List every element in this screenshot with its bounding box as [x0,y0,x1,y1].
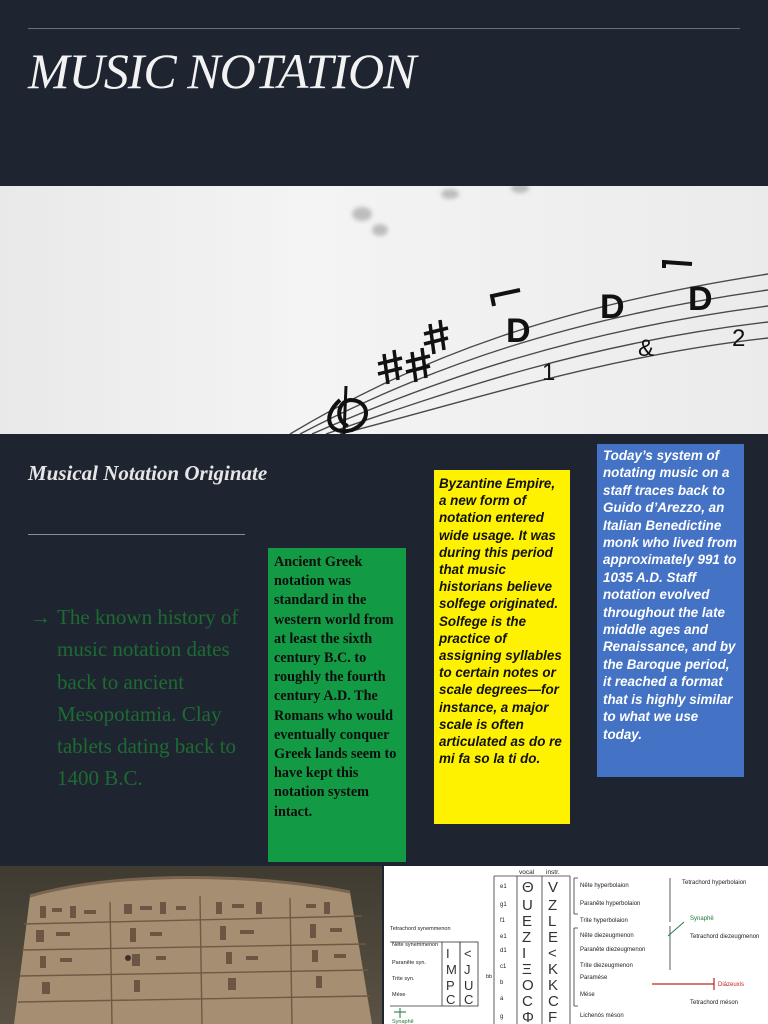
left-label-4: Mése [392,992,406,998]
svg-text:F: F [548,1009,558,1024]
svg-text:E: E [548,929,559,946]
page-title: MUSIC NOTATION [28,43,416,99]
svg-text:Z: Z [548,897,558,914]
bb-tag: bb [486,974,493,980]
clay-tablet-image [0,866,382,1024]
note-d-3: D [688,280,713,318]
right-label-7: Mése [580,992,595,998]
pitch-3: e1 [500,934,507,940]
greek-notation-chart [384,866,768,1024]
right-label-2: Trite hyperbolaion [580,918,628,924]
pitch-0: e1 [500,884,507,890]
pitch-7: a [500,996,504,1002]
pitch-1: g1 [500,902,507,908]
svg-text:Φ: Φ [522,1009,534,1024]
far-right-0: Tetrachord hyperbolaion [682,880,747,886]
pitch-2: f1 [500,918,506,924]
right-label-1: Paranête hyperbolaion [580,901,641,907]
top-divider [28,28,740,29]
guido-notation-box: Today’s system of notating music on a staff traces back to Guido d’Arezzo, an Italian Benedictine monk who lived from approximately 991 to 1035 A.D. Staff notation evolved throughout the late middle ages and Renaissance, and by the Baroque period, it reached a format that is highly similar to what we use today. [597,444,744,777]
col-vocal-label: vocal [519,869,535,876]
left-label-0: Tetrachord synemmenon [390,926,451,932]
svg-text:C: C [548,993,559,1010]
left-label-5: Synaphê [392,1019,414,1024]
greek-symbols [522,879,559,1024]
svg-text:<: < [464,946,472,961]
greek-notation-box: Ancient Greek notation was standard in the western world from at least the sixth century B.C. to roughly the fourth century A.D. The Romans who would eventually conquer Greek lands seem to have kept this notation system intact. [268,548,406,862]
sheet-music-image [0,186,768,434]
svg-text:C: C [464,992,474,1007]
left-label-3: Trite syn. [392,976,415,982]
svg-text:I: I [522,945,527,962]
fingering-1: 1 [542,359,556,386]
svg-text:L: L [548,913,557,930]
byzantine-notation-box: Byzantine Empire, a new form of notation entered wide usage. It was during this period that music historians believe solfege originated. Solfege is the practice of assigning syllables to certain notes or scale degrees—for instance, a major scale is often articulated as do re mi fa so la ti do. [434,470,570,824]
pitch-6: b [500,980,504,986]
note-d-1: D [506,312,531,350]
far-right-3: Diázeuxis [718,982,745,988]
pitch-8: g [500,1014,504,1020]
svg-text:Z: Z [522,929,532,946]
right-label-8: Lichenós méson [580,1013,624,1019]
far-right-4: Tetrachord méson [690,1000,739,1006]
svg-text:K: K [548,961,559,978]
right-label-0: Nête hyperbolaion [580,883,629,889]
svg-text:U: U [464,978,474,993]
svg-text:U: U [522,897,533,914]
far-right-1: Synaphê [690,916,714,922]
far-right-2: Tetrachord diezeugmenon [690,934,760,940]
sheet-music-illustration [0,186,768,434]
col-instr-label: instr. [546,869,560,876]
fingering-and: & [638,335,655,362]
left-label-2: Paranête syn. [392,960,426,966]
pitch-4: d1 [500,948,507,954]
left-label-1: Nête synemmenon [392,942,439,948]
section-divider [28,534,245,535]
note-d-2: D [600,288,625,326]
notation-chart-diagram [384,866,768,1024]
svg-text:<: < [548,945,557,962]
right-label-3: Nête diezeugmenon [580,933,634,939]
history-bullet [30,601,250,795]
history-text: The known history of music notation dates back to ancient Mesopotamia. Clay tablets dating back to 1400 B.C. [57,605,239,791]
svg-text:V: V [548,879,559,896]
svg-text:J: J [464,962,471,977]
fingering-2: 2 [732,325,746,352]
svg-text:Ξ: Ξ [522,961,532,978]
svg-text:P: P [446,978,455,993]
svg-text:C: C [522,993,533,1010]
arrow-icon: → [30,605,51,629]
svg-text:Θ: Θ [522,879,534,896]
svg-text:I: I [446,946,450,961]
clay-tablet-illustration [0,866,382,1024]
right-label-5: Trite diezeugmenon [580,963,633,969]
right-label-6: Paramése [580,975,608,981]
right-label-4: Paranête diezeugmenon [580,947,646,953]
pitch-5: c1 [500,964,507,970]
section-heading: Musical Notation Originate [28,461,268,485]
svg-text:E: E [522,913,533,930]
svg-text:C: C [446,992,456,1007]
svg-text:K: K [548,977,559,994]
svg-text:M: M [446,962,457,977]
svg-text:O: O [522,977,534,994]
